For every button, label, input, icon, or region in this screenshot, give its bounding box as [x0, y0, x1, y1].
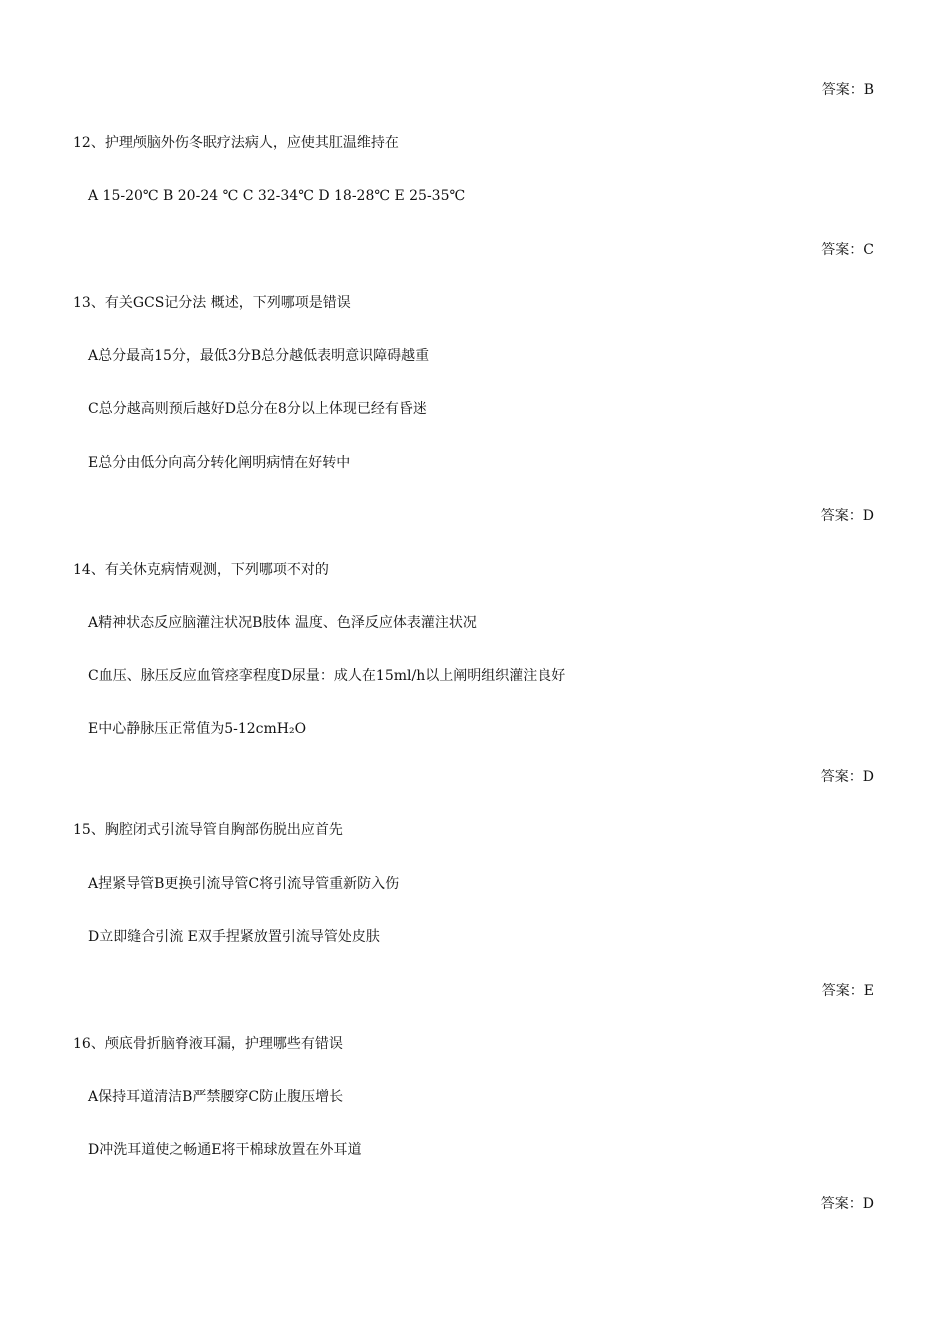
question-16-stem: 16、颅底骨折脑脊液耳漏，护理哪些有错误	[73, 1036, 343, 1052]
answer-12: 答案：C	[821, 242, 874, 258]
question-14-option-line-2: C血压、脉压反应血管痉挛程度D尿量：成人在15ml/h以上阐明组织灌注良好	[88, 668, 566, 684]
answer-13: 答案：D	[820, 508, 874, 524]
question-15-option-line-2: D立即缝合引流 E双手捏紧放置引流导管处皮肤	[88, 929, 380, 945]
answer-11: 答案：B	[821, 82, 874, 98]
question-13-option-line-1: A总分最高15分，最低3分B总分越低表明意识障碍越重	[88, 348, 430, 364]
question-13-option-line-2: C总分越高则预后越好D总分在8分以上体现已经有昏迷	[88, 401, 427, 417]
question-13-option-line-3: E总分由低分向高分转化阐明病情在好转中	[88, 455, 351, 471]
question-13-stem: 13、有关GCS记分法 概述，下列哪项是错误	[73, 295, 351, 311]
question-12-options: A 15-20℃ B 20-24 ℃ C 32-34℃ D 18-28℃ E 25-35℃	[88, 188, 466, 204]
question-14-option-line-3: E中心静脉压正常值为5-12cmH₂O	[88, 721, 307, 737]
question-14-stem: 14、有关休克病情观测，下列哪项不对的	[73, 562, 329, 578]
question-16-option-line-1: A保持耳道清洁B严禁腰穿C防止腹压增长	[88, 1089, 344, 1105]
answer-15: 答案：E	[821, 983, 874, 999]
answer-16: 答案：D	[820, 1196, 874, 1212]
answer-14: 答案：D	[820, 769, 874, 785]
question-15-stem: 15、胸腔闭式引流导管自胸部伤脱出应首先	[73, 822, 343, 838]
question-14-option-line-1: A精神状态反应脑灌注状况B肢体 温度、色泽反应体表灌注状况	[88, 615, 477, 631]
question-12-stem: 12、护理颅脑外伤冬眠疗法病人，应使其肛温维持在	[73, 135, 399, 151]
question-15-option-line-1: A捏紧导管B更换引流导管C将引流导管重新防入伤	[88, 876, 400, 892]
question-16-option-line-2: D冲洗耳道使之畅通E将干棉球放置在外耳道	[88, 1142, 362, 1158]
